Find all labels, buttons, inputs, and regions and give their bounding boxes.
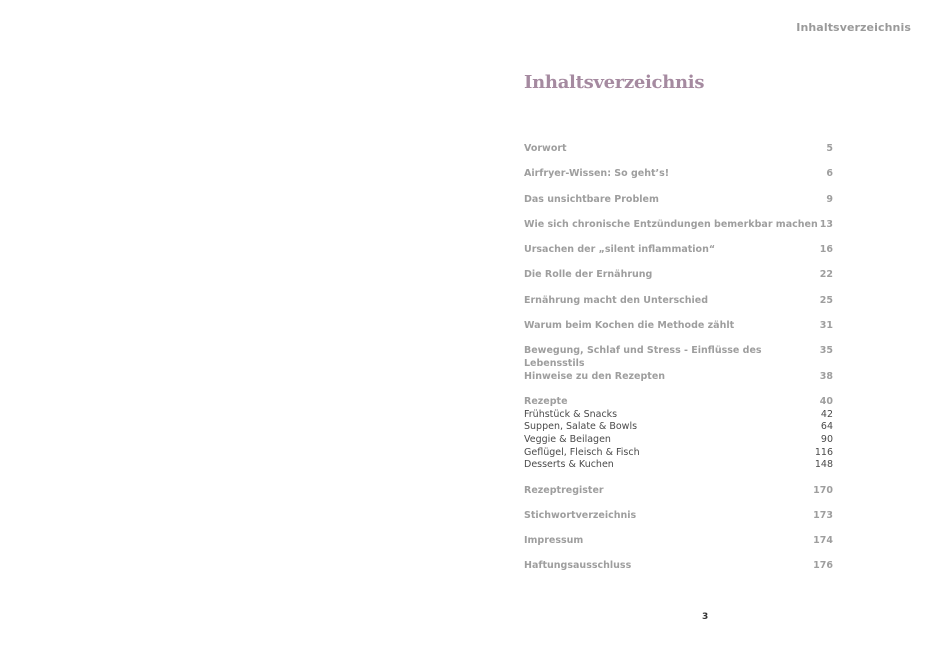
toc-entry[interactable]: [524, 535, 833, 548]
toc-entry[interactable]: [524, 295, 833, 308]
toc-subentry[interactable]: [524, 421, 833, 434]
toc-entry-page: 174: [813, 535, 833, 547]
toc-subentry[interactable]: [524, 447, 833, 460]
toc-entry[interactable]: [524, 244, 833, 257]
toc-entry-label: Das unsichtbare Problem: [524, 193, 659, 205]
toc-entry-page: 35: [819, 345, 833, 357]
toc-subentry-label: Desserts & Kuchen: [524, 459, 614, 471]
toc-entry[interactable]: [524, 560, 833, 573]
toc-subentry-page: 148: [814, 459, 833, 471]
toc-entry-label: Die Rolle der Ernährung: [524, 269, 653, 281]
toc-entry-page: 31: [819, 319, 833, 331]
toc-subentry-label: Suppen, Salate & Bowls: [524, 421, 638, 433]
toc-entry-label: Rezeptregister: [524, 484, 604, 496]
toc-entry-page: 176: [813, 560, 833, 572]
toc-subentry-page: 90: [820, 433, 833, 445]
toc-entry[interactable]: [524, 143, 833, 156]
toc-subentry[interactable]: [524, 409, 833, 422]
toc-subentry[interactable]: [524, 434, 833, 447]
toc-entry-label: Haftungsausschluss: [524, 560, 632, 572]
toc-entry[interactable]: [524, 485, 833, 498]
toc-entry-page: 25: [819, 294, 833, 306]
toc-entry-page: 38: [819, 370, 833, 382]
toc-entry-page: 5: [826, 143, 833, 154]
toc-entry[interactable]: [524, 371, 833, 384]
page-number: 3: [702, 612, 709, 622]
toc-subentry-label: Frühstück & Snacks: [524, 408, 618, 420]
toc-entry-label: Ernährung macht den Unterschied: [524, 294, 708, 306]
toc-entry-page: 173: [813, 509, 833, 521]
toc-entry-label: Airfryer-Wissen: So geht’s!: [524, 168, 670, 180]
toc-entry-page: 9: [826, 193, 833, 205]
toc-entry[interactable]: [524, 168, 833, 181]
toc-entry-label: Wie sich chronische Entzündungen bemerkbar machen: [524, 218, 818, 230]
toc-subentry-label: Veggie & Beilagen: [524, 433, 611, 445]
toc-subentry-page: 42: [820, 408, 833, 420]
toc-entry[interactable]: [524, 320, 833, 333]
toc-entry[interactable]: [524, 510, 833, 523]
table-of-contents: [524, 143, 833, 586]
toc-subentry-page: 116: [814, 446, 833, 458]
toc-subentry[interactable]: [524, 459, 833, 472]
toc-entry-label: Bewegung, Schlaf und Stress - Einflüsse des Lebensstils: [524, 345, 762, 369]
toc-entry-page: 6: [826, 168, 833, 180]
toc-entry-page: 22: [819, 269, 833, 281]
right-page: [469, 0, 938, 648]
toc-entry-recipes[interactable]: [524, 396, 833, 409]
toc-entry-label: Impressum: [524, 535, 584, 547]
toc-entry-label: Rezepte: [524, 395, 568, 407]
toc-entry-page: 13: [819, 218, 833, 230]
toc-entry-label: Vorwort: [524, 143, 567, 154]
toc-entry[interactable]: [524, 345, 833, 369]
toc-title: Inhaltsverzeichnis: [524, 72, 705, 93]
toc-entry-label: Stichwortverzeichnis: [524, 509, 637, 521]
toc-entry[interactable]: [524, 219, 833, 232]
toc-entry-label: Ursachen der „silent inflammation“: [524, 244, 716, 256]
toc-entry[interactable]: [524, 269, 833, 282]
toc-entry-label: Hinweise zu den Rezepten: [524, 370, 666, 382]
toc-subentry-label: Geflügel, Fleisch & Fisch: [524, 446, 640, 458]
running-header: Inhaltsverzeichnis: [796, 21, 911, 34]
toc-entry-page: 170: [813, 484, 833, 496]
toc-entry-label: Warum beim Kochen die Methode zählt: [524, 319, 735, 331]
toc-entry[interactable]: [524, 194, 833, 207]
toc-entry-page: 16: [819, 244, 833, 256]
toc-entry-page: 40: [819, 395, 833, 407]
toc-subentry-page: 64: [820, 421, 833, 433]
